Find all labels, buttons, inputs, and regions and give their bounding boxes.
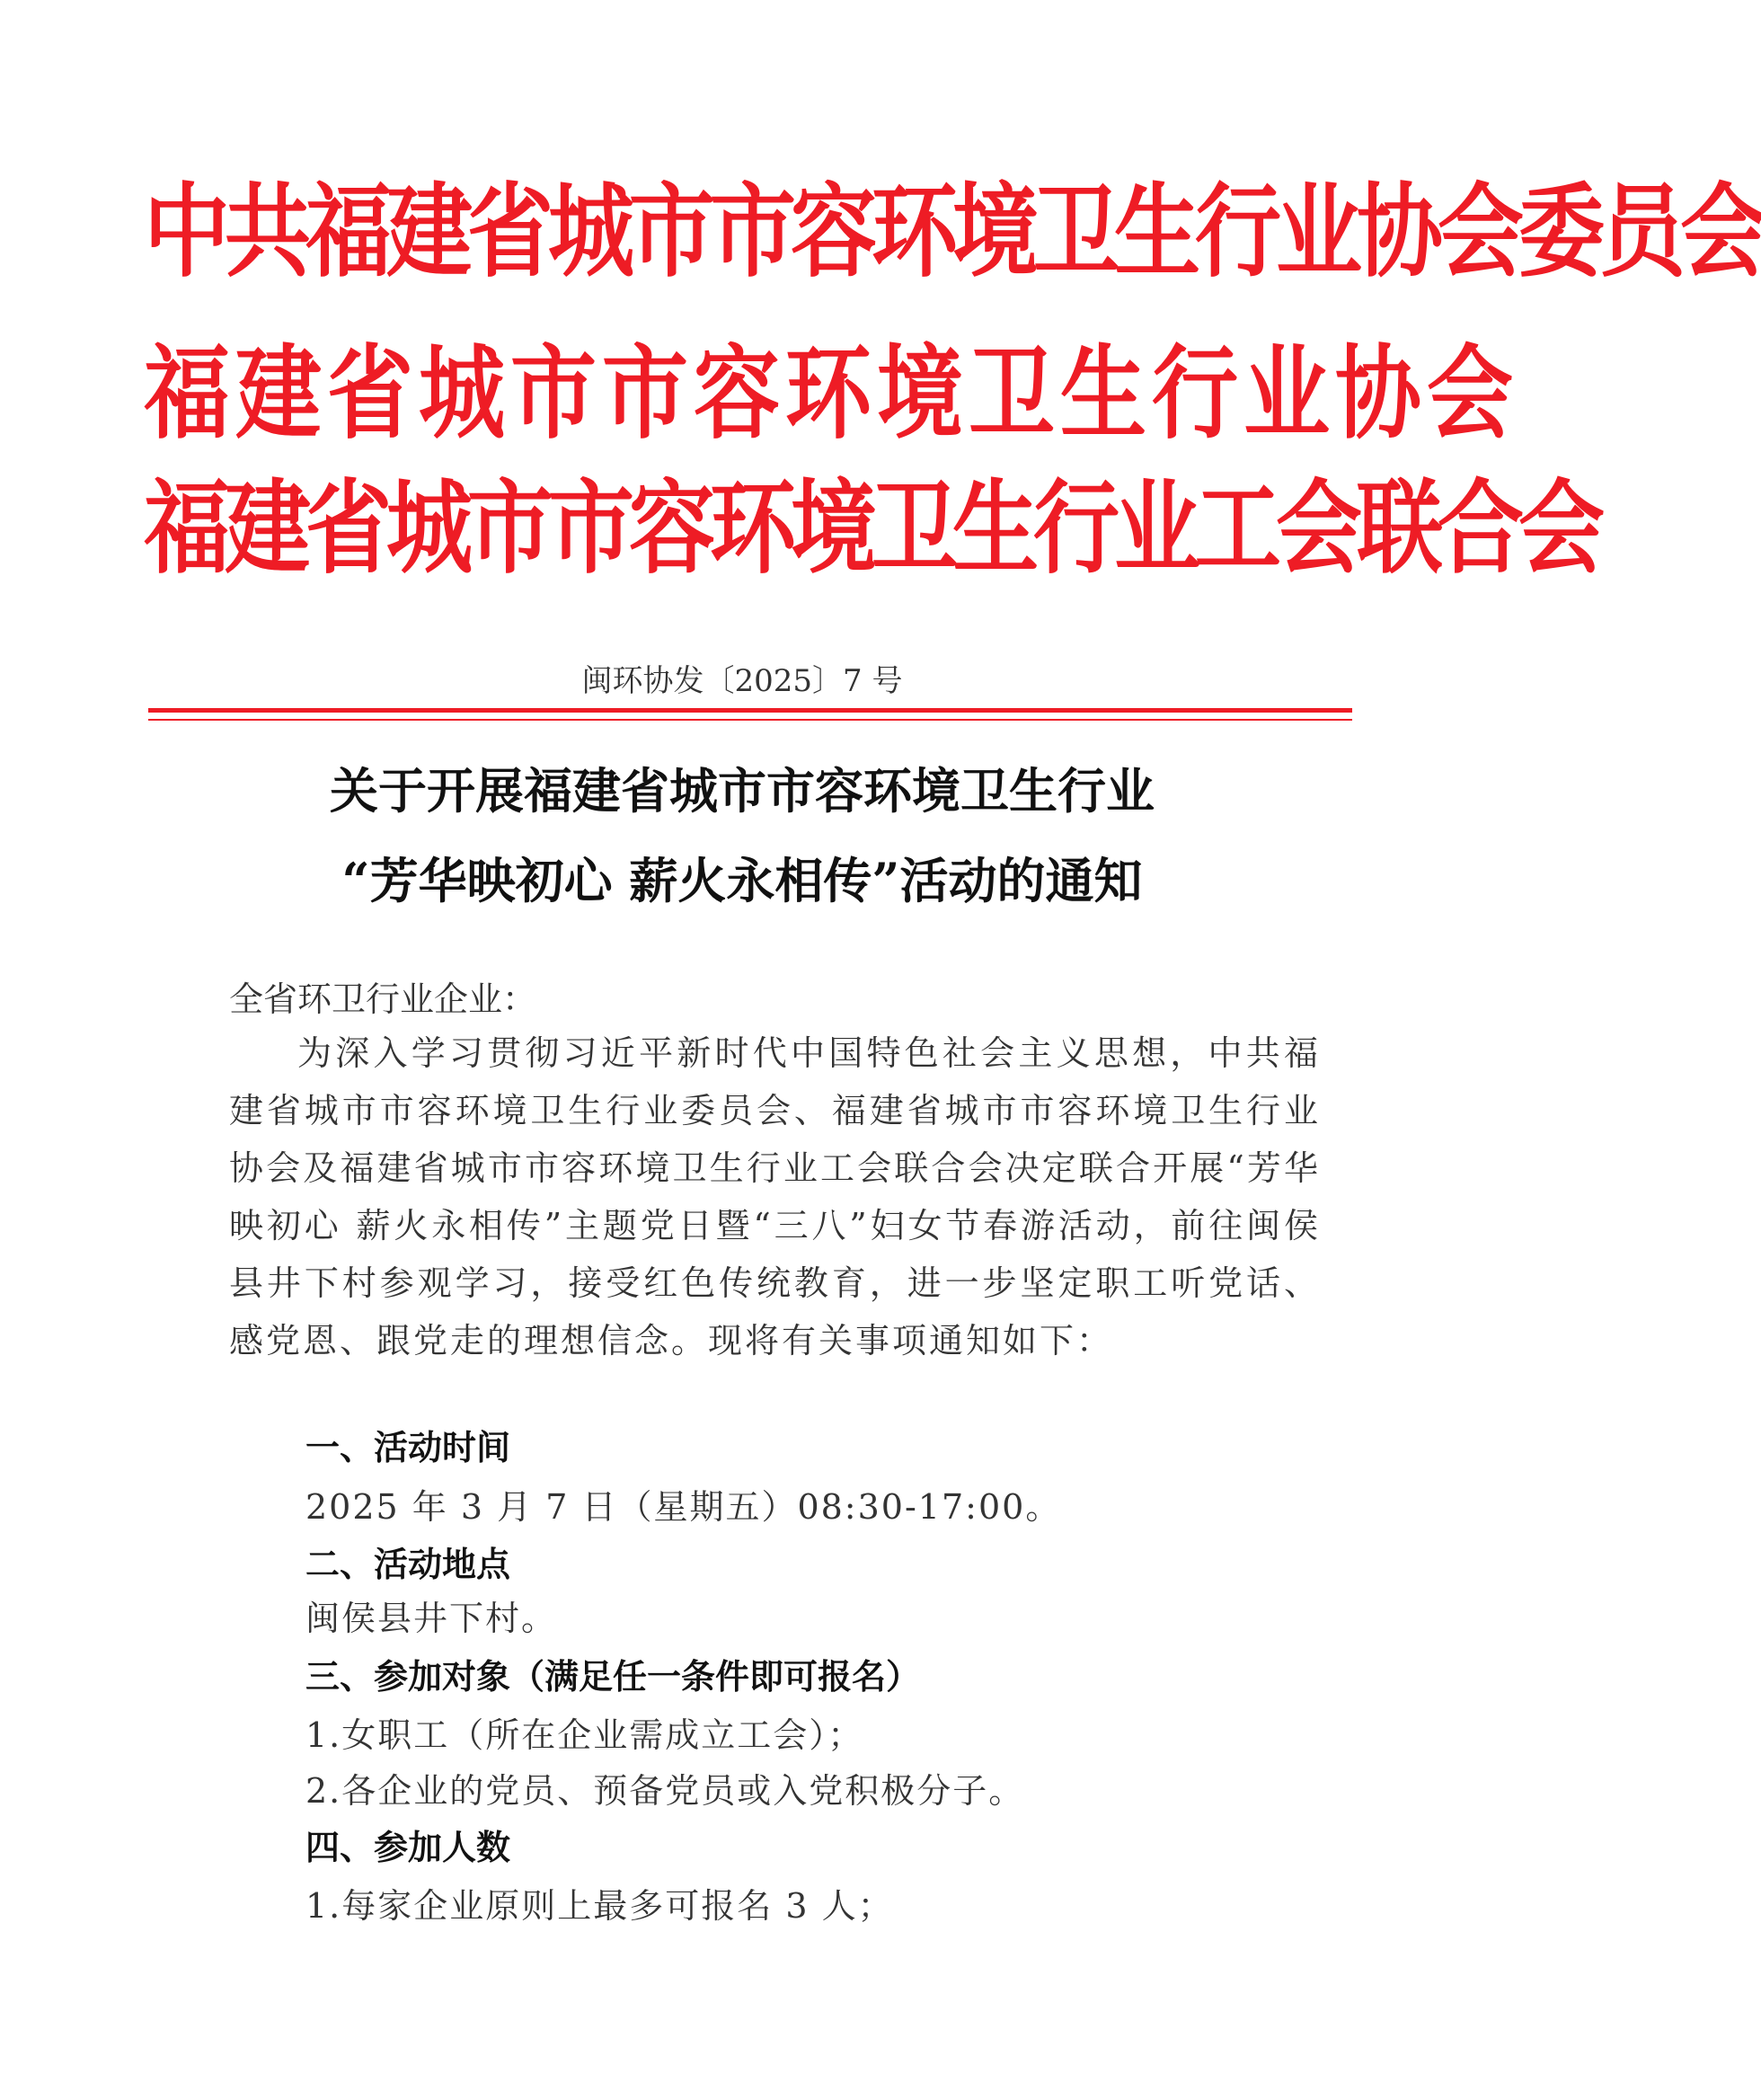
section-heading-participants: 三、参加对象（满足任一条件即可报名） <box>305 1657 921 1697</box>
section-heading-headcount: 四、参加人数 <box>305 1828 511 1867</box>
red-divider-thin <box>148 719 1352 721</box>
notice-title-line-2: “芳华映初心 薪火永相传”活动的通知 <box>341 852 1143 909</box>
headcount-rule-1: 1.每家企业原则上最多可报名 3 人； <box>305 1886 894 1926</box>
participant-condition-1: 1.女职工（所在企业需成立工会）； <box>305 1715 864 1755</box>
masthead-line-3: 福建省城市市容环境卫生行业工会联合会 <box>144 467 1599 589</box>
intro-paragraph: 为深入学习贯彻习近平新时代中国特色社会主义思想，中共福建省城市市容环境卫生行业委员会、福建省城市市容环境卫生行业协会及福建省城市市容环境卫生行业工会联合会决定联合开展“芳华映初心 薪火永相传”主题党日暨“三八”妇女节春游活动，前往闽侯县井下村参观学习，接受红色传统教育，进一步坚定职工听党话、感党恩、跟党走的理想信念。现将有关事项通知如下： <box>229 1033 1321 1360</box>
participant-condition-2: 2.各企业的党员、预备党员或入党积极分子。 <box>305 1771 1025 1811</box>
addressee: 全省环卫行业企业： <box>229 979 537 1019</box>
notice-title-line-1: 关于开展福建省城市市容环境卫生行业 <box>330 762 1155 820</box>
activity-time: 2025 年 3 月 7 日（星期五）08:30-17:00。 <box>305 1487 1062 1527</box>
activity-location: 闽侯县井下村。 <box>305 1599 558 1638</box>
masthead-line-1: 中共福建省城市市容环境卫生行业协会委员会 <box>144 171 1761 292</box>
red-divider-thick <box>148 708 1352 713</box>
section-heading-location: 二、活动地点 <box>305 1545 511 1584</box>
masthead-line-2: 福建省城市市容环境卫生行业协会 <box>144 332 1518 454</box>
section-heading-time: 一、活动时间 <box>305 1428 511 1467</box>
document-number: 闽环协发〔2025〕7 号 <box>581 663 903 699</box>
